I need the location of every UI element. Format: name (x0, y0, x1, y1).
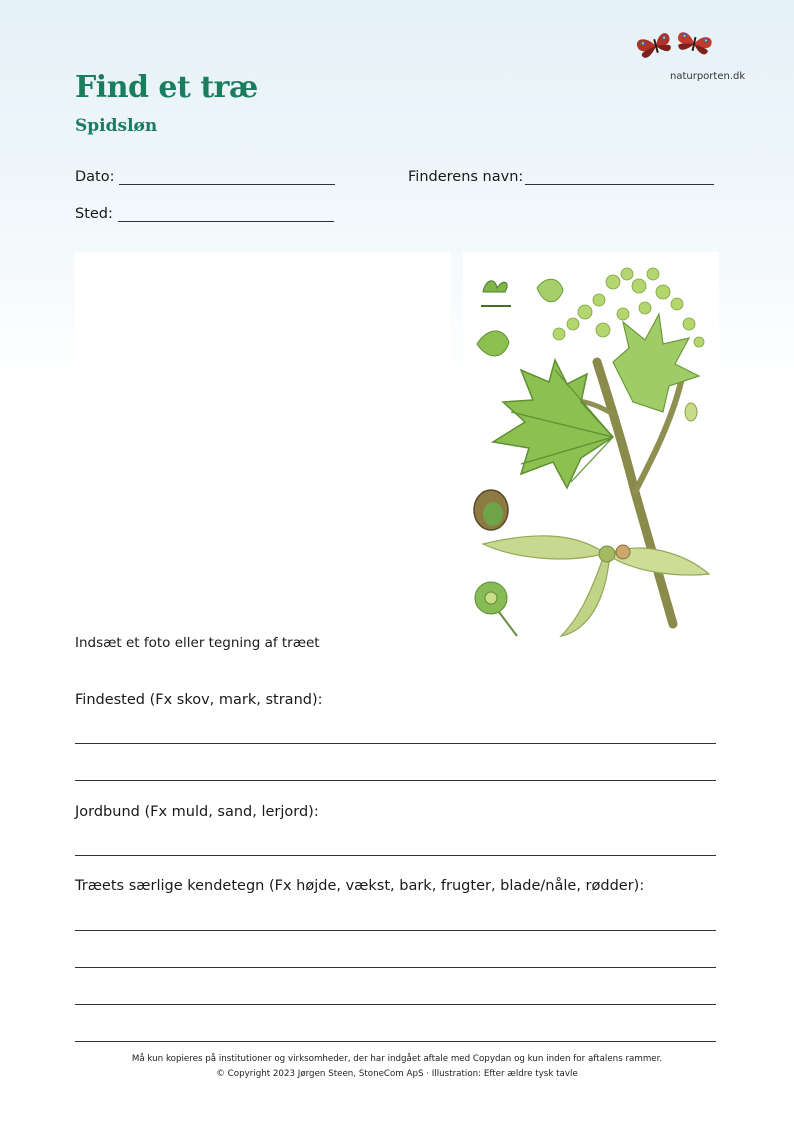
maple-tree-illustration (463, 252, 719, 656)
finder-name-field[interactable] (525, 184, 714, 185)
footer-copyright-text: © Copyright 2023 Jørgen Steen, StoneCom ApS · Illustration: Efter ældre tysk tavle (216, 1069, 578, 1079)
question-features: Træets særlige kendetegn (Fx højde, vækst, bark, frugter, blade/nåle, rødder): (75, 878, 645, 894)
answer-line-soil-1[interactable] (75, 855, 716, 856)
date-field[interactable] (119, 184, 335, 185)
place-label: Sted: (75, 206, 113, 222)
answer-line-features-1[interactable] (75, 930, 716, 931)
page-title: Find et træ (75, 70, 258, 105)
question-location: Findested (Fx skov, mark, strand): (75, 692, 323, 708)
footer-license-text: Må kun kopieres på institutioner og virksomheder, der har indgået aftale med Copydan og kun inden for aftalens rammer. (131, 1054, 663, 1064)
answer-line-features-3[interactable] (75, 1004, 716, 1005)
answer-line-location-1[interactable] (75, 743, 716, 744)
answer-line-features-4[interactable] (75, 1041, 716, 1042)
logo-text[interactable]: naturporten.dk (670, 71, 746, 82)
finder-name-label: Finderens navn: (408, 169, 524, 185)
date-label: Dato: (75, 169, 115, 185)
page-subtitle: Spidsløn (75, 116, 158, 136)
photo-caption: Indsæt et foto eller tegning af træet (75, 635, 320, 651)
illustration-panel (463, 252, 719, 656)
answer-line-location-2[interactable] (75, 780, 716, 781)
butterfly-icon (636, 26, 718, 64)
place-field[interactable] (118, 221, 334, 222)
photo-drawing-area[interactable] (75, 252, 451, 630)
question-soil: Jordbund (Fx muld, sand, lerjord): (75, 804, 319, 820)
answer-line-features-2[interactable] (75, 967, 716, 968)
